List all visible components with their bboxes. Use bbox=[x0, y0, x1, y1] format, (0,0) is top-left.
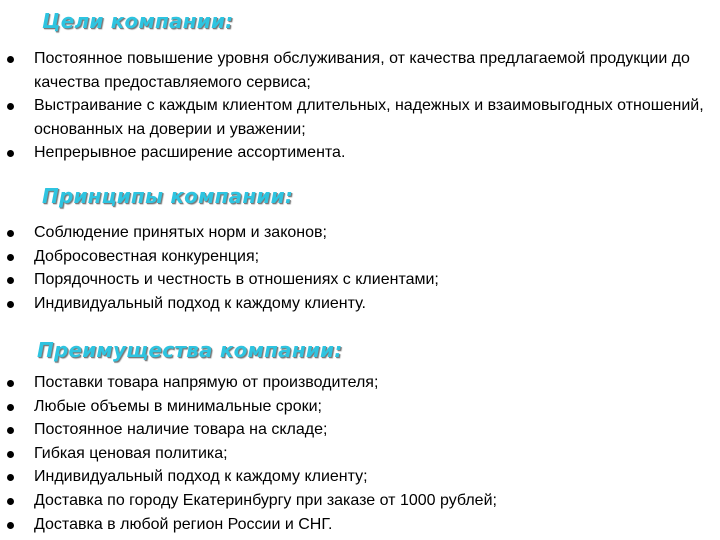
list-item bbox=[0, 442, 714, 466]
list-item bbox=[0, 371, 714, 395]
bullet-dot-icon bbox=[7, 230, 14, 237]
list-item bbox=[0, 513, 714, 537]
list-item bbox=[0, 221, 714, 245]
list-item-text: Доставка в любой регион России и СНГ. bbox=[34, 515, 333, 533]
list-item bbox=[0, 489, 714, 513]
list-item bbox=[0, 245, 714, 269]
list-item bbox=[0, 292, 714, 316]
list-item bbox=[0, 418, 714, 442]
bullet-dot-icon bbox=[7, 404, 14, 411]
list-item-text: Непрерывное расширение ассортимента. bbox=[34, 144, 346, 162]
list-item-text: Доставка по городу Екатеринбургу при заказе от 1000 рублей; bbox=[34, 491, 497, 509]
advantages-heading: Преимущества компании: bbox=[37, 338, 343, 362]
list-item-text: Любые объемы в минимальные сроки; bbox=[34, 397, 322, 415]
bullet-dot-icon bbox=[7, 427, 14, 434]
list-item bbox=[0, 465, 714, 489]
list-item bbox=[0, 47, 714, 94]
bullet-dot-icon bbox=[7, 254, 14, 261]
goals-list bbox=[0, 47, 714, 165]
advantages-list bbox=[0, 371, 714, 536]
list-item-text: Поставки товара напрямую от производителя; bbox=[34, 374, 379, 391]
list-item-text: Гибкая ценовая политика; bbox=[34, 444, 228, 462]
list-item-text: Постоянное наличие товара на складе; bbox=[34, 421, 328, 439]
goals-heading: Цели компании: bbox=[42, 9, 234, 33]
list-item-text: Порядочность и честность в отношениях с клиентами; bbox=[34, 271, 439, 289]
list-item-text: Выстраивание с каждым клиентом длительных, надежных и взаимовыгодных отношений, основанных на доверии и уважении; bbox=[34, 97, 704, 138]
bullet-dot-icon bbox=[7, 474, 14, 481]
bullet-dot-icon bbox=[7, 103, 14, 110]
bullet-dot-icon bbox=[7, 56, 14, 63]
list-item-text: Индивидуальный подход к каждому клиенту; bbox=[34, 468, 368, 486]
principles-heading: Принципы компании: bbox=[42, 184, 294, 208]
bullet-dot-icon bbox=[7, 522, 14, 529]
bullet-dot-icon bbox=[7, 150, 14, 157]
list-item-text: Индивидуальный подход к каждому клиенту. bbox=[34, 294, 366, 312]
list-item bbox=[0, 94, 714, 141]
bullet-dot-icon bbox=[7, 380, 14, 387]
list-item-text: Постоянное повышение уровня обслуживания, от качества предлагаемой продукции до качества предоставляемого сервиса; bbox=[34, 50, 690, 91]
bullet-dot-icon bbox=[7, 498, 14, 505]
bullet-dot-icon bbox=[7, 301, 14, 308]
list-item-text: Соблюдение принятых норм и законов; bbox=[34, 224, 327, 241]
list-item bbox=[0, 141, 714, 165]
list-item bbox=[0, 395, 714, 419]
list-item-text: Добросовестная конкуренция; bbox=[34, 247, 260, 265]
list-item bbox=[0, 268, 714, 292]
bullet-dot-icon bbox=[7, 277, 14, 284]
bullet-dot-icon bbox=[7, 451, 14, 458]
principles-list bbox=[0, 221, 714, 315]
